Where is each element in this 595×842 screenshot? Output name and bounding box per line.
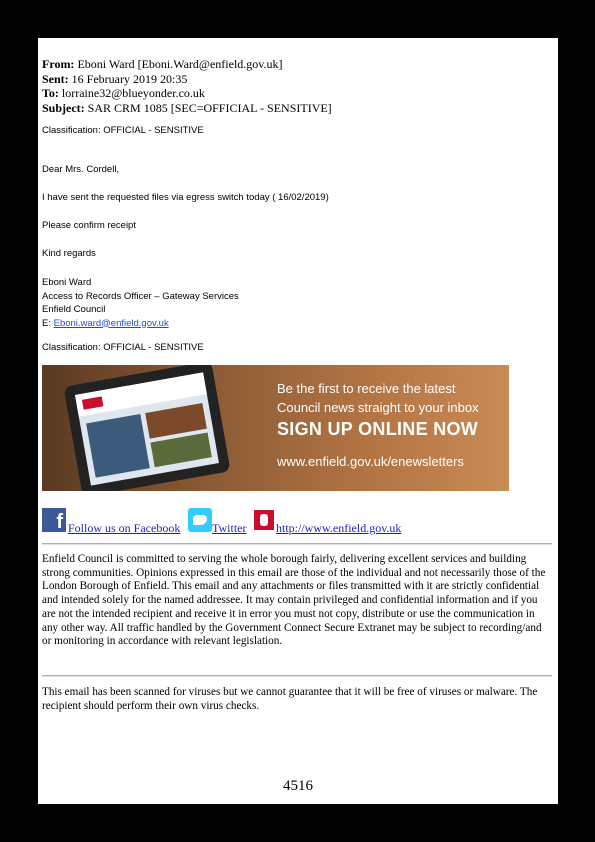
enfield-logo-icon [82, 396, 103, 409]
body-line-1: I have sent the requested files via egress switch today ( 16/02/2019) [42, 192, 329, 203]
signature-title: Access to Records Officer – Gateway Services [42, 290, 239, 302]
to-value: lorraine32@blueyonder.co.uk [61, 86, 205, 100]
facebook-icon[interactable]: f [42, 508, 66, 532]
classification-top: Classification: OFFICIAL - SENSITIVE [42, 125, 204, 136]
from-value: Eboni Ward [Eboni.Ward@enfield.gov.uk] [77, 57, 283, 71]
signature-email-line: E: Eboni.ward@enfield.gov.uk [42, 317, 169, 329]
subject-line: Subject: SAR CRM 1085 [SEC=OFFICIAL - SENSITIVE] [42, 100, 332, 115]
signature-org: Enfield Council [42, 304, 106, 315]
closing: Kind regards [42, 248, 96, 259]
banner-text [277, 379, 497, 469]
newsletter-banner[interactable] [42, 365, 509, 491]
tablet-image [63, 365, 230, 491]
email-header [42, 57, 332, 115]
banner-line-2: Council news straight to your inbox [277, 400, 479, 415]
website-link[interactable]: http://www.enfield.gov.uk [276, 521, 402, 535]
disclaimer: Enfield Council is committed to serving the whole borough fairly, delivering excellent services and building strong communities. Opinions expressed in this email are those of the individual and not necessarily those of the London Borough of Enfield. This email and any attachments or files transmitted with it are strictly confidential and intended solely for the named addressee. It may contain privileged and confidential information and if you are not the intended recipient and receive it in error you must not copy, distribute or use the communication in any other way. All traffic handled by the Government Connect Secure Extranet may be subject to recording/and or monitoring in accordance with relevant legislation. [42, 553, 546, 648]
from-line: From: Eboni Ward [Eboni.Ward@enfield.gov.uk] [42, 57, 283, 71]
virus-notice: This email has been scanned for viruses but we cannot guarantee that it will be free of viruses or malware. The recipient should perform their own virus checks. [42, 686, 538, 712]
to-line: To: lorraine32@blueyonder.co.uk [42, 86, 205, 100]
twitter-icon[interactable] [188, 508, 212, 532]
banner-line-1: Be the first to receive the latest [277, 381, 456, 396]
body-line-2: Please confirm receipt [42, 220, 136, 231]
enfield-crest-icon[interactable] [254, 510, 274, 530]
classification-bottom: Classification: OFFICIAL - SENSITIVE [42, 342, 204, 353]
sent-value: 16 February 2019 20:35 [71, 71, 188, 86]
twitter-link[interactable]: Twitter [212, 521, 247, 535]
divider-2 [42, 675, 552, 677]
signature-email-link[interactable]: Eboni.ward@enfield.gov.uk [53, 317, 169, 329]
page-number: 4516 [283, 778, 313, 794]
facebook-link[interactable]: Follow us on Facebook [68, 521, 181, 535]
subject-value: SAR CRM 1085 [SEC=OFFICIAL - SENSITIVE] [87, 100, 332, 115]
greeting: Dear Mrs. Cordell, [42, 164, 120, 175]
signature [42, 276, 239, 330]
sent-line: Sent: 16 February 2019 20:35 [42, 71, 188, 86]
divider-1 [42, 543, 552, 545]
signature-name: Eboni Ward [42, 277, 92, 288]
document-page [38, 38, 558, 804]
banner-url: www.enfield.gov.uk/enewsletters [277, 454, 464, 469]
banner-cta: SIGN UP ONLINE NOW [277, 419, 479, 439]
